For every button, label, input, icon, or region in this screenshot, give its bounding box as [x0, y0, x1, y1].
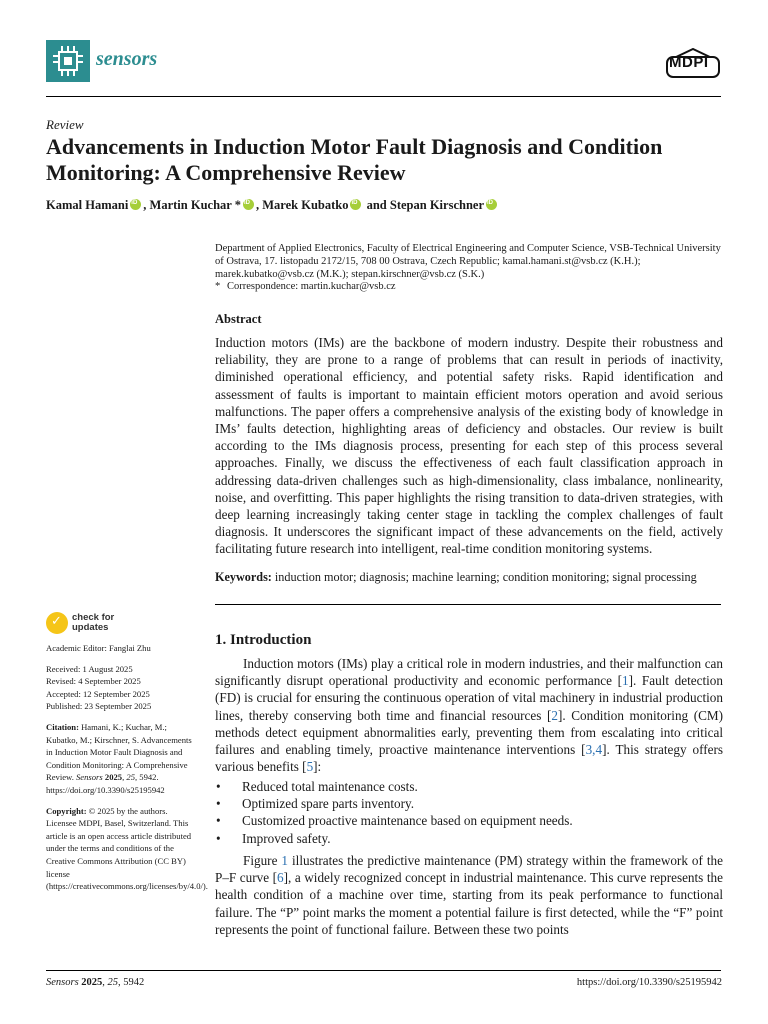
reference-link[interactable]: 3,4	[585, 742, 603, 758]
reference-link[interactable]: 1	[281, 853, 289, 868]
accepted-date: Accepted: 12 September 2025	[46, 688, 150, 699]
article-info-sidebar	[46, 642, 208, 893]
footer-journal: Sensors	[46, 977, 79, 988]
publisher-logo-text: MDPI	[669, 54, 709, 71]
section-rule	[215, 604, 721, 605]
check-updates-icon	[46, 612, 68, 634]
reference-link[interactable]: 1	[622, 673, 629, 689]
reference-link[interactable]: 5	[306, 759, 314, 775]
keywords-text: induction motor; diagnosis; machine learning; condition monitoring; signal processing	[274, 570, 697, 584]
reference-link[interactable]: 6	[277, 870, 284, 886]
introduction-paragraph-1	[215, 655, 723, 775]
orcid-icon[interactable]	[486, 199, 497, 210]
orcid-icon[interactable]	[350, 199, 361, 210]
copyright-label: Copyright:	[46, 805, 87, 816]
correspondence-text: Correspondence: martin.kuchar@vsb.cz	[227, 281, 396, 292]
affiliation: Department of Applied Electronics, Faculty of Electrical Engineering and Computer Science, VSB-Technical University of Ostrava, 17. listopadu 2172/15, 708 00 Ostrava, Czech Republic; kamal.hamani.st@vsb.cz (K.H.); marek.kubatko@vsb.cz (M.K.); stepan.kirschner@vsb.cz (S.K.)	[215, 243, 721, 280]
introduction-heading: 1. Introduction	[215, 632, 312, 648]
paragraph-text: ]. Fault detection (FD) is crucial for ensuring the continuous operation of vital machinery in industrial production lines, thereby conserving both time and financial resources [	[215, 673, 723, 723]
keywords	[215, 570, 735, 585]
citation-volume: 25	[126, 772, 135, 783]
footer-doi-link[interactable]: https://doi.org/10.3390/s25195942	[576, 977, 722, 988]
paragraph-text: Figure	[243, 853, 282, 868]
footer-rule	[46, 970, 721, 971]
footer-volume: 25	[107, 977, 119, 988]
published-date: Published: 23 September 2025	[46, 701, 152, 712]
abstract-text: Induction motors (IMs) are the backbone of modern industry. Despite their robustness and reliability, they are prone to a range of problems that can result in periods of inactivity, diminished operational efficiency, and potential safety risks. Rapid identification and assessment of faults is important to maintain efficient motors operation and avoid serious malfunctions. The paper offers a comprehensive analysis of the existing body of knowledge in IMs’ faults detection, highlighting areas of deficiency and obstacles. Our review is built according to the IMs diagnosis process, presenting for each step of this process several approaches. Finally, we discuss the effectiveness of each fault classification approach in addressing data-driven challenges such as high-dimensionality, class imbalance, nonlinearity, noise, and overfitting. This paper highlights the rising transition to data-driven strategies, with deep learning increasingly taking center stage in tackling the complex challenges of fault diagnosis. It underscores the significant impact of these advancements on the field, actively facilitating future research into intelligent, real-time condition monitoring systems.	[215, 335, 723, 557]
list-item: • Improved safety.	[215, 830, 723, 847]
author-separator: and	[363, 198, 390, 212]
header-rule	[46, 96, 721, 97]
article-type: Review	[46, 117, 84, 132]
footer-article-number: , 5942	[118, 977, 145, 988]
check-updates-label	[72, 613, 114, 633]
author-name: Marek Kubatko	[262, 198, 349, 212]
revised-date: Revised: 4 September 2025	[46, 676, 141, 687]
check-updates-line2: updates	[72, 622, 109, 633]
academic-editor: Academic Editor: Fanglai Zhu	[46, 643, 151, 653]
paragraph-text: illustrates the predictive maintenance (PM) strategy within the framework of the P–F curve [	[215, 853, 723, 886]
paragraph-text: Induction motors (IMs) play a critical role in modern industries, and their malfunction can significantly disrupt operational productivity and economic performance [	[215, 656, 723, 689]
copyright	[46, 805, 208, 893]
list-item: • Reduced total maintenance costs.	[215, 778, 723, 795]
citation-doi[interactable]: , 5942. https://doi.org/10.3390/s25195942	[46, 772, 165, 795]
paragraph-text: ]. This strategy offers various benefits [	[215, 742, 724, 775]
journal-name[interactable]: sensors	[96, 48, 158, 70]
author-separator: ,	[255, 198, 263, 212]
correspondence	[215, 281, 396, 292]
correspondence-mark: *	[215, 281, 221, 292]
author-separator: ,	[143, 198, 150, 212]
keywords-label: Keywords:	[215, 570, 272, 584]
article-title: Advancements in Induction Motor Fault Diagnosis and Condition Monitoring: A Comprehensive Review	[46, 134, 663, 185]
footer-year: 2025	[81, 977, 103, 988]
citation-year: 2025	[104, 772, 123, 783]
benefits-list	[215, 778, 723, 847]
paragraph-text: ]. Condition monitoring (CM) methods detect equipment abnormalities early, preventing them from escalating into critical failures and enabling timely, proactive maintenance interventions [	[215, 707, 723, 758]
received-date: Received: 1 August 2025	[46, 663, 133, 674]
paragraph-text: ]:	[313, 759, 322, 775]
author-name: Kamal Hamani	[46, 198, 129, 212]
author-name: Martin Kuchar *	[149, 198, 241, 212]
list-item: • Optimized spare parts inventory.	[215, 795, 723, 812]
orcid-icon[interactable]	[243, 199, 254, 210]
citation-text: Hamani, K.; Kuchar, M.; Kubatko, M.; Kirschner, S. Advancements in Induction Motor Fault Diagnosis and Condition Monitoring: A Comprehensive Review.	[46, 721, 192, 783]
list-item: • Customized proactive maintenance based on equipment needs.	[215, 812, 723, 829]
journal-logo[interactable]	[46, 40, 90, 82]
sensor-chip-icon	[58, 51, 78, 71]
author-list	[46, 198, 499, 213]
orcid-icon[interactable]	[130, 199, 141, 210]
citation-label: Citation:	[46, 721, 79, 732]
check-for-updates-button[interactable]	[46, 612, 136, 636]
reference-link[interactable]: 2	[551, 707, 558, 723]
introduction-paragraph-2	[215, 852, 723, 938]
paragraph-text: ], a widely recognized concept in industrial maintenance. This curve represents the health condition of a machine over time, starting from its peak performance to functional failure. The “P” point marks the moment a potential failure is first detected, while the “F” point represents the point of functional failure. Between these two points	[215, 870, 723, 937]
copyright-text: © 2025 by the authors. Licensee MDPI, Basel, Switzerland. This article is an open access article distributed under the terms and conditions of the Creative Commons Attribution (CC BY) license (https://creativecommons.org/licenses/by/4.0/).	[46, 805, 208, 892]
author-name: Stepan Kirschner	[389, 198, 484, 212]
abstract-heading: Abstract	[215, 312, 262, 326]
citation: Citation: Hamani, K.; Kuchar, M.; Kubatko, M.; Kirschner, S. Advancements in Induction Motor Fault Diagnosis and Condition Monitoring: A Comprehensive Review. Sensors 2025, 25, 5942. https://doi.org/10.3390/s25195942	[46, 721, 192, 795]
check-updates-line1: check for	[72, 612, 115, 623]
footer-citation: Sensors 2025, 25, 5942	[46, 977, 145, 988]
citation-journal: Sensors	[76, 772, 103, 783]
